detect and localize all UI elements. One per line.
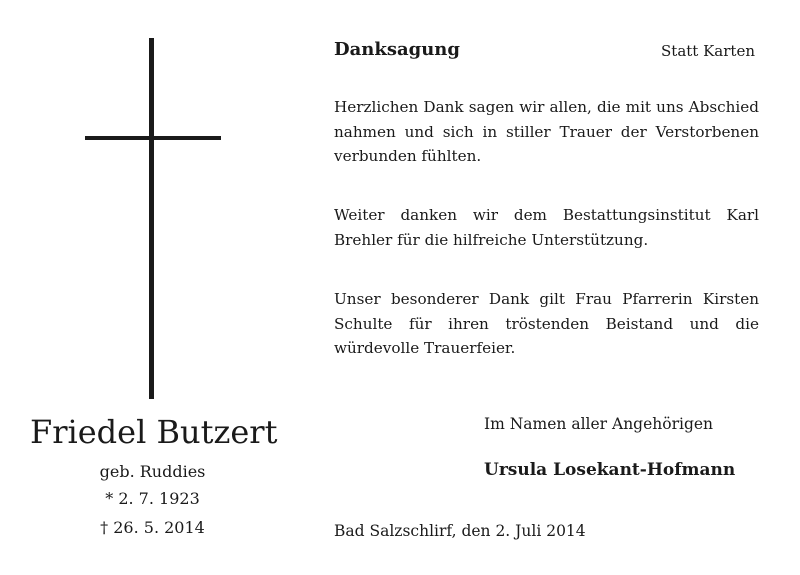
- place-and-date: Bad Salzschlirf, den 2. Juli 2014: [334, 522, 586, 540]
- thanks-paragraph-2: Weiter danken wir dem Bestattungsinstitut Karl Brehler für die hilfreiche Unterstützung.: [334, 206, 759, 249]
- deceased-name: Friedel Butzert: [30, 413, 278, 451]
- notice-note: Statt Karten: [661, 42, 755, 60]
- on-behalf-line: Im Namen aller Angehörigen: [484, 415, 714, 433]
- deceased-birth-name: geb. Ruddies: [99, 462, 206, 481]
- cross-icon-vertical-bar: [149, 38, 154, 399]
- notice-heading: Danksagung: [334, 39, 460, 60]
- deceased-death-date: † 26. 5. 2014: [100, 518, 205, 537]
- signer-name: Ursula Losekant-Hofmann: [484, 460, 736, 480]
- cross-icon-horizontal-bar: [85, 136, 221, 140]
- thanks-paragraph-1: Herzlichen Dank sagen wir allen, die mit uns Abschied nahmen und sich in stiller Trauer der Verstorbenen verbunden fühlten.: [334, 98, 759, 165]
- thanks-paragraph-3: Unser besonderer Dank gilt Frau Pfarrerin Kirsten Schulte für ihren tröstenden Beistand und die würdevolle Trauerfeier.: [334, 290, 759, 357]
- deceased-birth-date: * 2. 7. 1923: [105, 489, 200, 508]
